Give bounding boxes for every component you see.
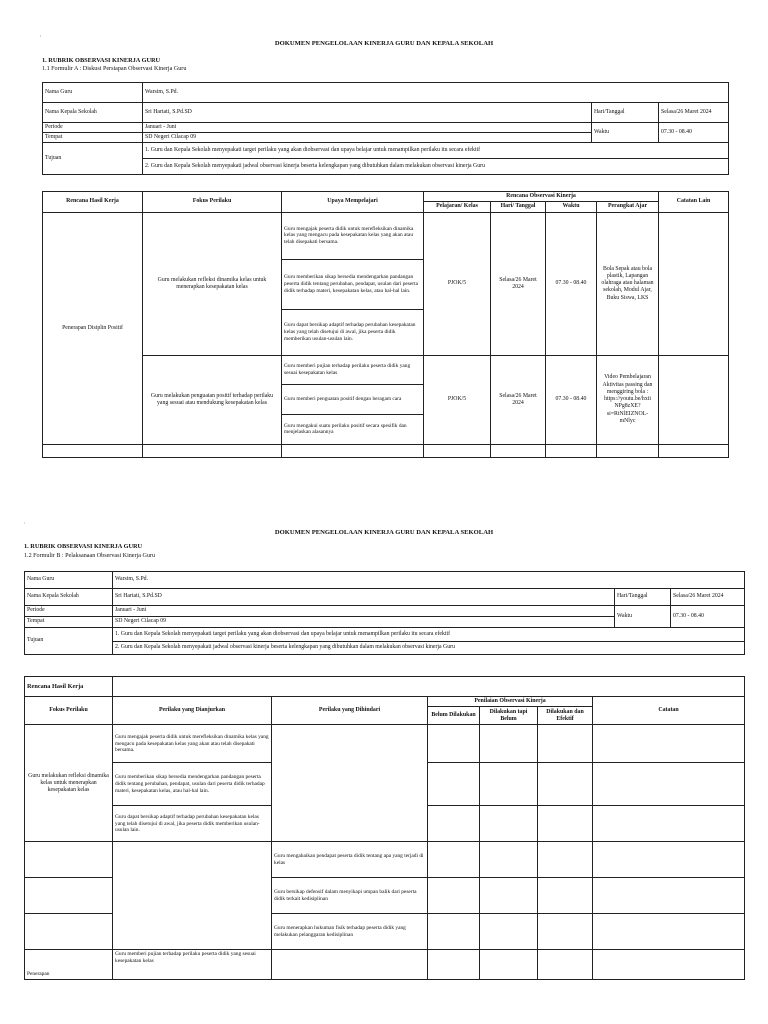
header-waktu: Waktu (546, 202, 597, 212)
info-label: Nama Guru (43, 83, 143, 103)
checkbox-cell[interactable] (480, 878, 538, 914)
dihindari-cell: Guru bersikap defensif dalam menyikapi umpan balik dari peserta didik terkait kedisiplinan (272, 878, 428, 914)
info-label: Periode (25, 606, 113, 617)
info-value: Selasa/26 Maret 2024 (659, 103, 729, 123)
perangkat-cell: Bola Sepak atau bola plastik, Lapangan olahraga atau halaman sekolah, Modul Ajar, Buku Siswa, LKS (597, 212, 659, 355)
pelajaran-cell: PJOK/5 (424, 355, 491, 444)
page2-info-table (24, 571, 745, 655)
rencana-hasil-cell: Penerapan Disiplin Positif (43, 212, 143, 444)
empty-cell (25, 842, 113, 878)
pelajaran-cell: PJOK/5 (424, 212, 491, 355)
header-belum: Belum Dilakukan (428, 707, 480, 725)
catatan-cell (659, 355, 729, 444)
info-value: SD Negeri Cilacap 09 (113, 617, 615, 628)
empty-cell (491, 444, 546, 457)
header-rencana-observasi: Rencana Observasi Kinerja (424, 192, 659, 202)
catatan-cell[interactable] (593, 950, 745, 980)
catatan-cell[interactable] (593, 914, 745, 950)
info-label: Hari/Tanggal (615, 589, 671, 606)
catatan-cell[interactable] (593, 806, 745, 842)
empty-cell (272, 950, 428, 980)
empty-cell (113, 842, 272, 950)
info-value: Warsim, S.Pd. (143, 83, 729, 103)
info-label: Nama Kepala Sekolah (25, 589, 113, 606)
checkbox-cell[interactable] (480, 950, 538, 980)
checkbox-cell[interactable] (480, 914, 538, 950)
info-value: 07.30 - 08.40 (659, 123, 729, 143)
info-value: 07.30 - 08.40 (671, 606, 745, 628)
checkbox-cell[interactable] (480, 806, 538, 842)
info-value: Sri Hartati, S.Pd.SD (113, 589, 615, 606)
header-perangkat: Perangkat Ajar (597, 202, 659, 212)
info-label: Hari/Tanggal (592, 103, 659, 123)
checkbox-cell[interactable] (428, 878, 480, 914)
header-pelajaran: Pelajaran/ Kelas (424, 202, 491, 212)
empty-cell (282, 444, 424, 457)
empty-cell (597, 444, 659, 457)
header-fokus: Fokus Perilaku (25, 697, 113, 725)
page2-observation-table (24, 676, 745, 980)
info-label: Tempat (43, 133, 143, 143)
header-rencana: Rencana Hasil Kerja (43, 192, 143, 213)
checkbox-cell[interactable] (538, 914, 593, 950)
upaya-cell: Guru mengajak peserta didik untuk merefleksikan dinamika kelas yang mengacu pada kesepakatan kelas yang akan atau telah disepakati bersama. (282, 212, 424, 259)
page2-title: DOKUMEN PENGELOLAAN KINERJA GURU DAN KEPALA SEKOLAH (274, 529, 494, 536)
checkbox-cell[interactable] (538, 950, 593, 980)
dianjurkan-cell: Guru memberi pujian terhadap perilaku peserta didik yang sesuai kesepakatan kelas (113, 950, 272, 980)
info-value: Warsim, S.Pd. (113, 572, 745, 589)
catatan-cell[interactable] (593, 763, 745, 806)
perangkat-cell: Video Pembelajaran Aktivitas passing dan menggiring bola : https://youtu.be/hxii NPg8zXE? si=RtNlEIZNOL-mNlyc (597, 355, 659, 444)
dihindari-cell: Guru menerapkan hukuman fisik terhadap peserta didik yang melakukan pelanggaran kedisiplinan (272, 914, 428, 950)
header-fokus: Fokus Perilaku (143, 192, 282, 213)
page1-plan-table (42, 191, 729, 458)
info-value: 2. Guru dan Kepala Sekolah menyepakati jadwal observasi kinerja beserta kelengkapan yang dibutuhkan dalam melakukan observasi kinerja Guru (143, 159, 729, 175)
info-label: Waktu (592, 123, 659, 143)
empty-cell (659, 444, 729, 457)
info-value: 1. Guru dan Kepala Sekolah menyepakati target perilaku yang akan diobservasi dan upaya belajar untuk menampilkan perilaku itu secara efektif (113, 628, 745, 642)
waktu-cell: 07.30 - 08.40 (546, 355, 597, 444)
info-value: Selasa/26 Maret 2024 (671, 589, 745, 606)
header-dihindari: Perilaku yang Dihindari (272, 697, 428, 725)
rencana-partial-cell (25, 950, 113, 980)
info-label: Nama Guru (25, 572, 113, 589)
info-value: SD Negeri Cilacap 09 (143, 133, 592, 143)
empty-cell (424, 444, 491, 457)
checkbox-cell[interactable] (480, 725, 538, 763)
checkbox-cell[interactable] (538, 763, 593, 806)
info-value: 1. Guru dan Kepala Sekolah menyepakati target perilaku yang akan diobservasi dan upaya belajar untuk menampilkan perilaku itu secara efektif (143, 143, 729, 159)
checkbox-cell[interactable] (428, 914, 480, 950)
checkbox-cell[interactable] (538, 806, 593, 842)
upaya-cell: Guru dapat bersikap adaptif terhadap perubahan kesepakatan kelas yang telah disetujui di awal, jika peserta didik memberikan usulan-usulan lain. (282, 309, 424, 355)
waktu-cell: 07.30 - 08.40 (546, 212, 597, 355)
info-value: Sri Hartati, S.Pd.SD (143, 103, 592, 123)
dihindari-cell: Guru mengabaikan pendapat peserta didik tentang apa yang terjadi di kelas (272, 842, 428, 878)
empty-cell (272, 725, 428, 842)
header-hari: Hari/ Tanggal (491, 202, 546, 212)
fokus-cell: Guru melakukan penguatan positif terhadap perilaku yang sesuai atau mendukung kesepakatan kelas (143, 355, 282, 444)
info-label: Tujuan (43, 143, 143, 175)
header-catatan: Catatan (593, 697, 745, 725)
hari-cell: Selasa/26 Maret 2024 (491, 355, 546, 444)
info-label: Periode (43, 123, 143, 133)
catatan-cell[interactable] (593, 725, 745, 763)
checkbox-cell[interactable] (538, 725, 593, 763)
checkbox-cell[interactable] (538, 878, 593, 914)
info-label: Tujuan (25, 628, 113, 655)
checkbox-cell[interactable] (428, 950, 480, 980)
checkbox-cell[interactable] (480, 763, 538, 806)
fokus-cell: Guru melakukan refleksi dinamika kelas untuk menerapkan kesepakatan kelas (143, 212, 282, 355)
header-tapi-belum: Dilakukan tapi Belum (480, 707, 538, 725)
checkbox-cell[interactable] (480, 842, 538, 878)
empty-cell (25, 914, 113, 950)
page2-heading: 1. RUBRIK OBSERVASI KINERJA GURU (24, 543, 143, 550)
page1-heading: 1. RUBRIK OBSERVASI KINERJA GURU (42, 57, 161, 64)
empty-cell (143, 444, 282, 457)
info-label: Waktu (615, 606, 671, 628)
empty-cell (546, 444, 597, 457)
hari-cell: Selasa/26 Maret 2024 (491, 212, 546, 355)
header-catatan: Catatan Lain (659, 192, 729, 213)
info-label: Nama Kepala Sekolah (43, 103, 143, 123)
upaya-cell: Guru memberikan sikap bersedia mendengarkan pandangan peserta didik tentang perubahan, pendapat, usulan dari peserta didik terhadap materi, kesepakatan kelas, atau hal-hal lain. (282, 259, 424, 309)
empty-cell (43, 444, 143, 457)
upaya-cell: Guru mengakui suatu perilaku positif secara spesifik dan menjelaskan alasannya (282, 414, 424, 444)
header-upaya: Upaya Mempelajari (282, 192, 424, 213)
rencana-label: Rencana Hasil Kerja (25, 677, 113, 697)
catatan-cell (659, 212, 729, 355)
rencana-partial-text: Penerapan (27, 971, 50, 978)
checkbox-cell[interactable] (428, 763, 480, 806)
page1-subheading: 1.1 Formulir A : Diskusi Persiapan Observasi Kinerja Guru (42, 66, 187, 72)
empty-cell (25, 878, 113, 914)
dianjurkan-cell: Guru dapat bersikap adaptif terhadap perubahan kesepakatan kelas yang telah disetujui di awal, jika peserta didik memberikan usulan-usulan lain. (113, 806, 272, 842)
info-value: Januari - Juni (113, 606, 615, 617)
checkbox-cell[interactable] (428, 842, 480, 878)
dianjurkan-cell: Guru mengajak peserta didik untuk merefleksikan dinamika kelas yang mengacu pada kesepakatan kelas yang akan atau telah disepakati bersama. (113, 725, 272, 763)
info-label: Tempat (25, 617, 113, 628)
info-value: Januari - Juni (143, 123, 592, 133)
upaya-cell: Guru memberi penguatan positif dengan beragam cara (282, 384, 424, 414)
header-dianjurkan: Perilaku yang Dianjurkan (113, 697, 272, 725)
header-efektif: Dilakukan dan Efektif (538, 707, 593, 725)
header-penilaian: Penilaian Observasi Kinerja (428, 697, 593, 707)
upaya-cell: Guru memberi pujian terhadap perilaku peserta didik yang sesuai kesepakatan kelas (282, 355, 424, 384)
catatan-cell[interactable] (593, 842, 745, 878)
checkbox-cell[interactable] (428, 806, 480, 842)
empty-cell (113, 677, 745, 697)
checkbox-cell[interactable] (538, 842, 593, 878)
fokus-cell: Guru melakukan refleksi dinamika kelas untuk menerapkan kesepakatan kelas (25, 725, 113, 842)
catatan-cell[interactable] (593, 878, 745, 914)
dianjurkan-cell: Guru memberikan sikap bersedia mendengarkan pandangan peserta didik tentang perubahan, pendapat, usulan dari peserta didik terhadap materi, kesepakatan kelas, atau hal-hal lain. (113, 763, 272, 806)
page1-info-table (42, 82, 729, 175)
page2-subheading: 1.2 Formulir B : Pelaksanaan Observasi Kinerja Guru (24, 553, 155, 559)
page1-title: DOKUMEN PENGELOLAAN KINERJA GURU DAN KEPALA SEKOLAH (274, 40, 494, 47)
info-value: 2. Guru dan Kepala Sekolah menyepakati jadwal observasi kinerja beserta kelengkapan yang dibutuhkan dalam melakukan observasi kinerja Guru (113, 642, 745, 655)
checkbox-cell[interactable] (428, 725, 480, 763)
